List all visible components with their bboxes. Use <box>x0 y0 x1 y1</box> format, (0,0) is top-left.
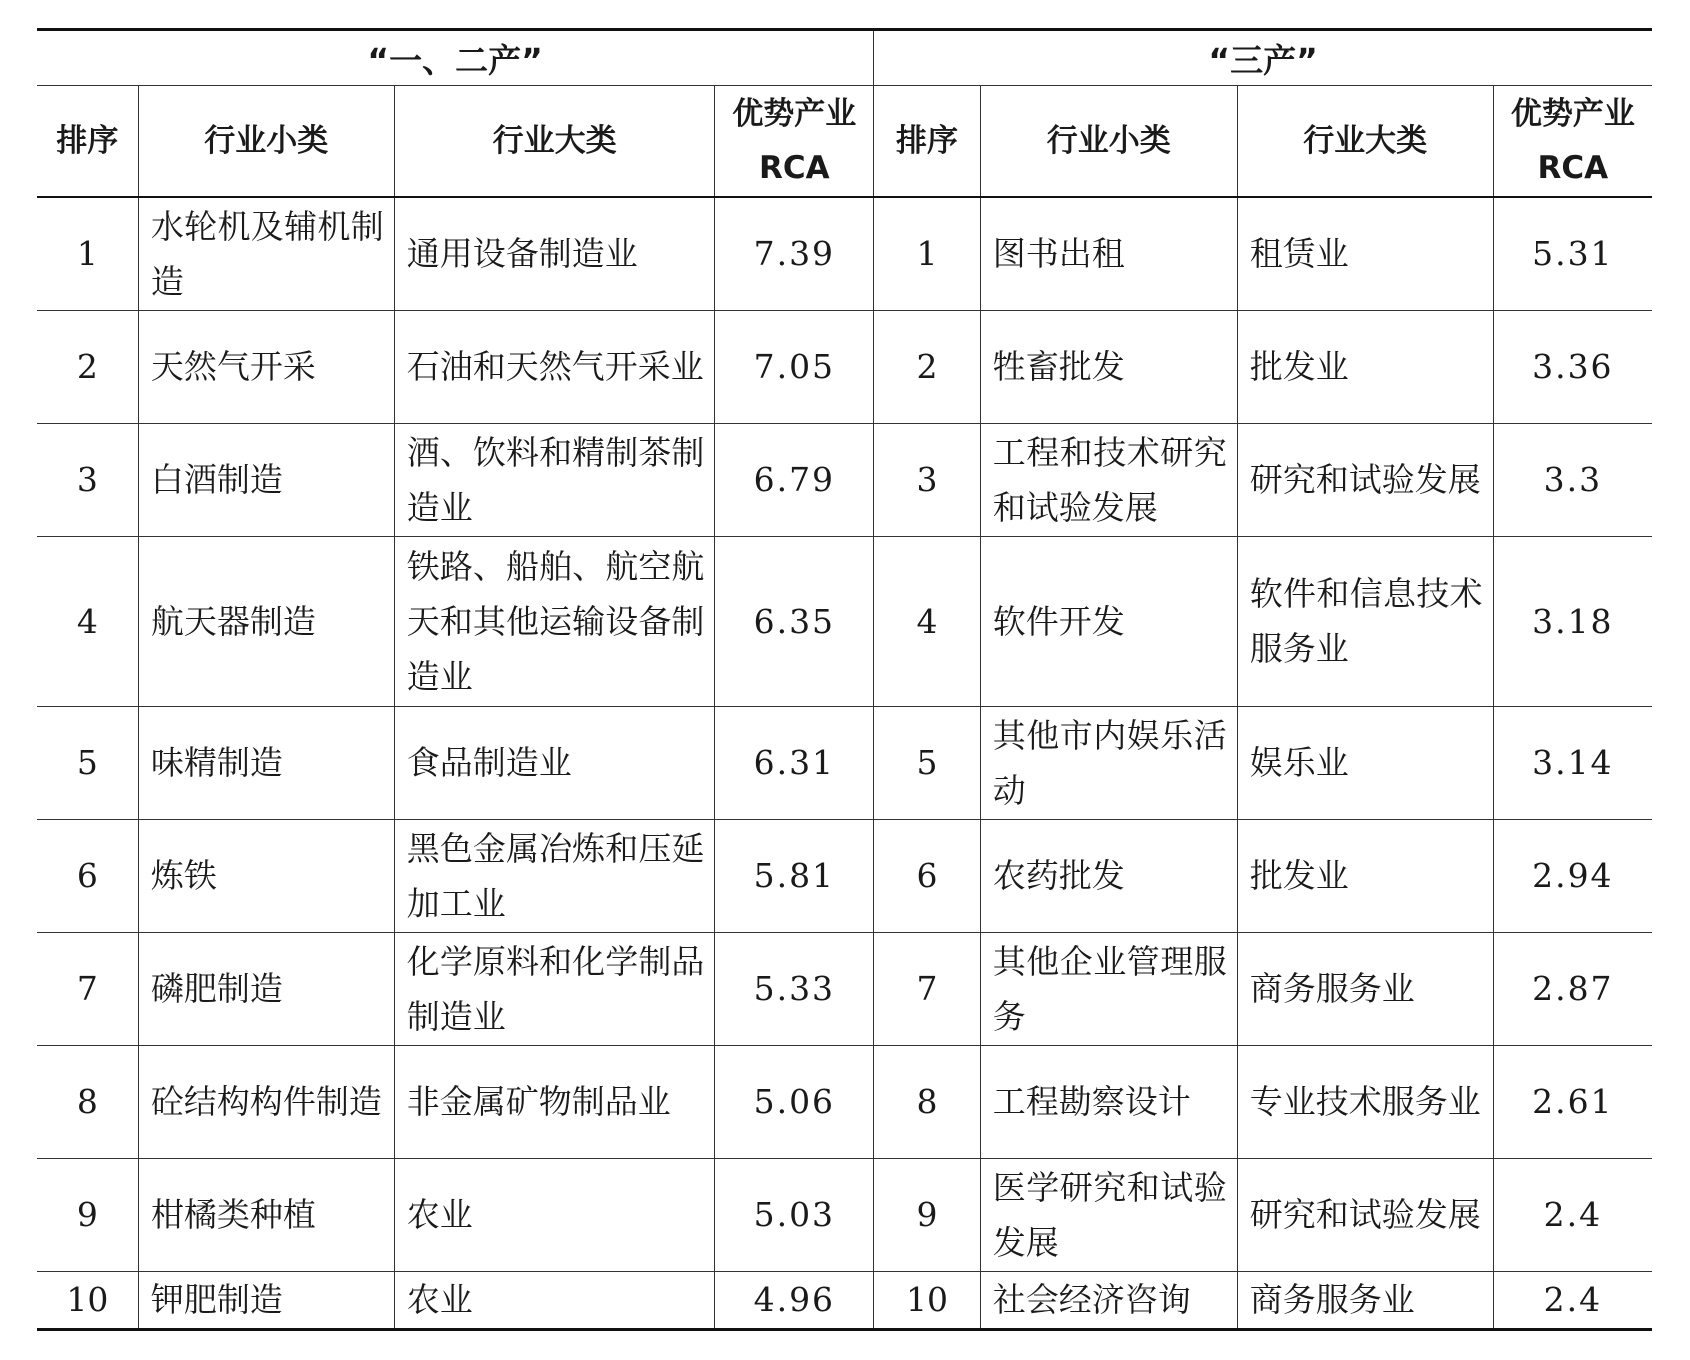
rank-right: 2 <box>874 310 981 423</box>
rca-left: 5.33 <box>715 932 874 1045</box>
industry-major-right: 研究和试验发展 <box>1237 423 1493 536</box>
rca-right: 2.61 <box>1493 1045 1652 1158</box>
industry-minor-left: 炼铁 <box>138 819 394 932</box>
industry-major-left: 通用设备制造业 <box>394 197 715 310</box>
industry-minor-right: 软件开发 <box>980 536 1237 706</box>
industry-major-left: 农业 <box>394 1271 715 1329</box>
industry-minor-left: 砼结构构件制造 <box>138 1045 394 1158</box>
group-header-primary-secondary: “一、二产” <box>37 30 874 86</box>
table-row <box>37 1271 1652 1329</box>
industry-major-right: 批发业 <box>1237 310 1493 423</box>
rca-right: 3.14 <box>1493 706 1652 819</box>
industry-major-right: 商务服务业 <box>1237 932 1493 1045</box>
industry-minor-right: 牲畜批发 <box>980 310 1237 423</box>
rank-right: 9 <box>874 1158 981 1271</box>
col-header-rca-right <box>1493 86 1652 198</box>
table-row <box>37 932 1652 1045</box>
table-row <box>37 706 1652 819</box>
col-header-minor-left: 行业小类 <box>138 86 394 198</box>
industry-major-left: 酒、饮料和精制茶制造业 <box>394 423 715 536</box>
rank-right: 6 <box>874 819 981 932</box>
rca-right: 3.3 <box>1493 423 1652 536</box>
rank-left: 9 <box>37 1158 138 1271</box>
industry-major-left: 石油和天然气开采业 <box>394 310 715 423</box>
col-header-rank-left: 排序 <box>37 86 138 198</box>
industry-minor-right: 社会经济咨询 <box>980 1271 1237 1329</box>
rca-left: 7.05 <box>715 310 874 423</box>
rank-left: 6 <box>37 819 138 932</box>
rank-left: 5 <box>37 706 138 819</box>
rank-right: 5 <box>874 706 981 819</box>
industry-minor-left: 磷肥制造 <box>138 932 394 1045</box>
industry-major-right: 娱乐业 <box>1237 706 1493 819</box>
rca-left: 4.96 <box>715 1271 874 1329</box>
industry-minor-left: 味精制造 <box>138 706 394 819</box>
col-header-rca-left <box>715 86 874 198</box>
industry-minor-left: 航天器制造 <box>138 536 394 706</box>
rca-left: 7.39 <box>715 197 874 310</box>
rca-table-container <box>37 28 1652 1331</box>
rank-left: 4 <box>37 536 138 706</box>
industry-minor-right: 其他企业管理服务 <box>980 932 1237 1045</box>
industry-minor-right: 工程和技术研究和试验发展 <box>980 423 1237 536</box>
industry-minor-left: 水轮机及辅机制造 <box>138 197 394 310</box>
col-header-major-right: 行业大类 <box>1237 86 1493 198</box>
industry-major-right: 研究和试验发展 <box>1237 1158 1493 1271</box>
rank-left: 1 <box>37 197 138 310</box>
industry-major-left: 化学原料和化学制品制造业 <box>394 932 715 1045</box>
table-row <box>37 423 1652 536</box>
rank-right: 4 <box>874 536 981 706</box>
group-header-tertiary: “三产” <box>874 30 1652 86</box>
industry-minor-right: 其他市内娱乐活动 <box>980 706 1237 819</box>
rank-left: 10 <box>37 1271 138 1329</box>
industry-minor-right: 图书出租 <box>980 197 1237 310</box>
rank-right: 10 <box>874 1271 981 1329</box>
rca-left: 6.35 <box>715 536 874 706</box>
rank-left: 7 <box>37 932 138 1045</box>
industry-major-left: 铁路、船舶、航空航天和其他运输设备制造业 <box>394 536 715 706</box>
rca-right: 3.36 <box>1493 310 1652 423</box>
rca-left: 6.31 <box>715 706 874 819</box>
industry-minor-right: 工程勘察设计 <box>980 1045 1237 1158</box>
industry-major-left: 黑色金属冶炼和压延加工业 <box>394 819 715 932</box>
rca-left: 5.06 <box>715 1045 874 1158</box>
table-row <box>37 819 1652 932</box>
rca-left: 5.03 <box>715 1158 874 1271</box>
table-row <box>37 1158 1652 1271</box>
col-header-rank-right: 排序 <box>874 86 981 198</box>
rank-right: 8 <box>874 1045 981 1158</box>
industry-major-left: 农业 <box>394 1158 715 1271</box>
industry-minor-left: 天然气开采 <box>138 310 394 423</box>
industry-minor-left: 白酒制造 <box>138 423 394 536</box>
rca-right: 2.4 <box>1493 1271 1652 1329</box>
industry-major-right: 批发业 <box>1237 819 1493 932</box>
rca-right: 5.31 <box>1493 197 1652 310</box>
rank-right: 1 <box>874 197 981 310</box>
rank-right: 7 <box>874 932 981 1045</box>
col-header-minor-right: 行业小类 <box>980 86 1237 198</box>
rca-left: 5.81 <box>715 819 874 932</box>
rank-right: 3 <box>874 423 981 536</box>
industry-minor-left: 钾肥制造 <box>138 1271 394 1329</box>
table-row <box>37 197 1652 310</box>
rank-left: 3 <box>37 423 138 536</box>
industry-major-left: 非金属矿物制品业 <box>394 1045 715 1158</box>
table-row <box>37 536 1652 706</box>
industry-major-right: 商务服务业 <box>1237 1271 1493 1329</box>
industry-major-right: 租赁业 <box>1237 197 1493 310</box>
industry-rca-table <box>37 28 1652 1331</box>
industry-major-right: 软件和信息技术服务业 <box>1237 536 1493 706</box>
rca-right: 2.94 <box>1493 819 1652 932</box>
rca-right: 3.18 <box>1493 536 1652 706</box>
rca-right: 2.4 <box>1493 1158 1652 1271</box>
col-header-rca-left-label: 优势产业 RCA <box>732 96 857 186</box>
rca-right: 2.87 <box>1493 932 1652 1045</box>
rank-left: 8 <box>37 1045 138 1158</box>
industry-major-right: 专业技术服务业 <box>1237 1045 1493 1158</box>
col-header-rca-right-label: 优势产业RCA <box>1510 96 1635 186</box>
table-row <box>37 1045 1652 1158</box>
col-header-major-left: 行业大类 <box>394 86 715 198</box>
group-header-row <box>37 30 1652 86</box>
rca-left: 6.79 <box>715 423 874 536</box>
industry-minor-right: 医学研究和试验发展 <box>980 1158 1237 1271</box>
rank-left: 2 <box>37 310 138 423</box>
industry-major-left: 食品制造业 <box>394 706 715 819</box>
industry-minor-left: 柑橘类种植 <box>138 1158 394 1271</box>
column-header-row <box>37 86 1652 198</box>
industry-minor-right: 农药批发 <box>980 819 1237 932</box>
table-row <box>37 310 1652 423</box>
